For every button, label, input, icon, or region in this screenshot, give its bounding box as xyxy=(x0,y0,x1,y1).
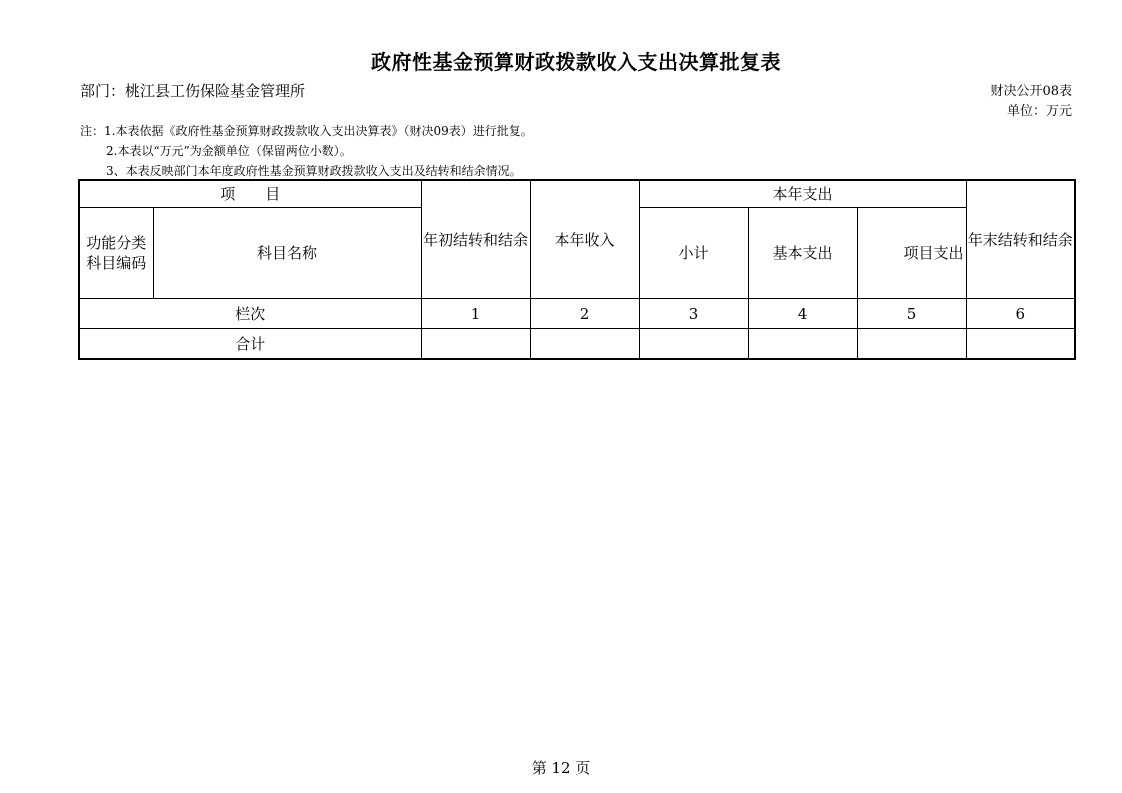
header-income: 本年收入 xyxy=(530,180,639,299)
total-cell xyxy=(639,329,748,360)
column-index-cell: 4 xyxy=(748,299,857,329)
column-index-label: 栏次 xyxy=(79,299,421,329)
note-3: 3、本表反映部门本年度政府性基金预算财政拨款收入支出及结转和结余情况。 xyxy=(106,164,522,178)
header-expense-group: 本年支出 xyxy=(639,180,966,208)
header-item: 项 目 xyxy=(79,180,421,208)
column-index-cell: 2 xyxy=(530,299,639,329)
header-basic-expense: 基本支出 xyxy=(748,208,857,299)
header-project-expense: 项目支出 xyxy=(857,208,966,299)
header-end-balance: 年末结转和结余 xyxy=(966,180,1075,299)
unit-label: 单位：万元 xyxy=(1006,104,1072,119)
total-cell xyxy=(966,329,1075,360)
column-index-cell: 6 xyxy=(966,299,1075,329)
total-cell xyxy=(748,329,857,360)
column-index-cell: 1 xyxy=(421,299,530,329)
page-number: 第 12 页 xyxy=(531,759,591,777)
note-2: 2.本表以“万元”为金额单位（保留两位小数）。 xyxy=(106,144,352,158)
column-index-cell: 3 xyxy=(639,299,748,329)
total-label: 合计 xyxy=(79,329,421,360)
form-code: 财决公开08表 xyxy=(990,84,1072,99)
department-label: 部门：桃江县工伤保险基金管理所 xyxy=(80,82,306,100)
notes xyxy=(80,121,533,181)
page-title: 政府性基金预算财政拨款收入支出决算批复表 xyxy=(371,50,781,74)
header-begin-balance: 年初结转和结余 xyxy=(421,180,530,299)
total-cell xyxy=(857,329,966,360)
header-subtotal: 小计 xyxy=(639,208,748,299)
header-subject-name: 科目名称 xyxy=(153,208,421,299)
column-index-cell: 5 xyxy=(857,299,966,329)
note-1: 注：1.本表依据《政府性基金预算财政拨款收入支出决算表》（财决09表）进行批复。 xyxy=(80,124,533,138)
header-func-code: 功能分类科目编码 xyxy=(79,208,153,299)
total-cell xyxy=(421,329,530,360)
approval-table xyxy=(78,179,1076,360)
total-cell xyxy=(530,329,639,360)
